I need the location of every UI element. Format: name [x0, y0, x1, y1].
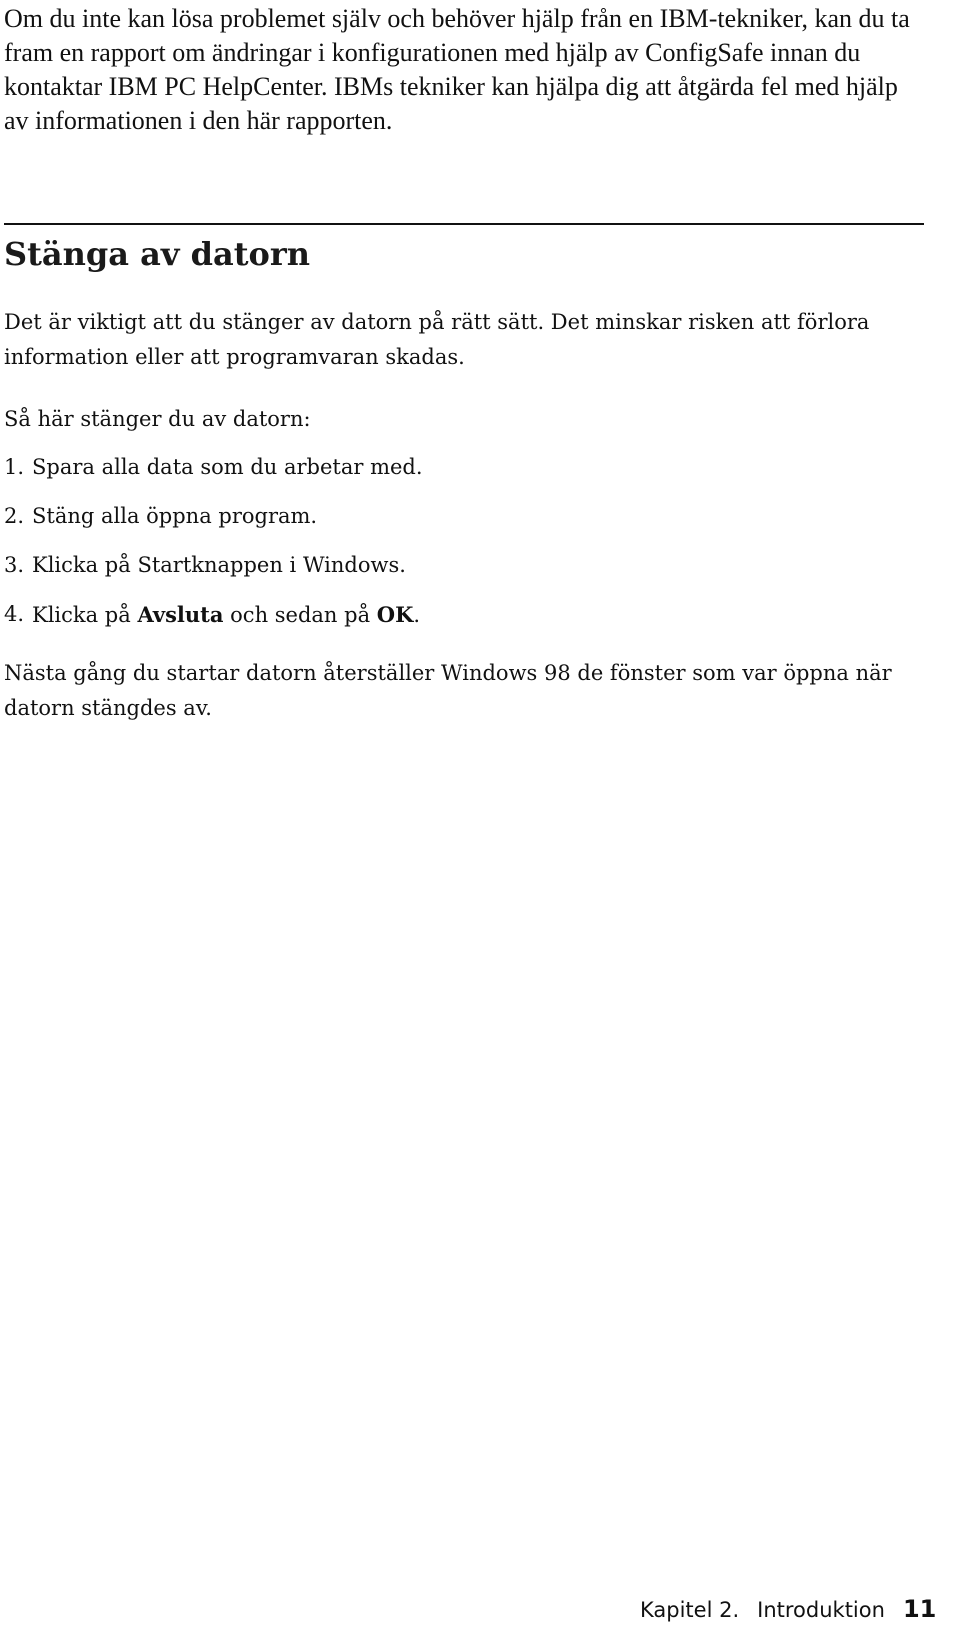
intro-paragraph: Om du inte kan lösa problemet själv och behöver hjälp från en IBM-tekniker, kan du ta fram en rapport om ändringar i konfigurationen med hjälp av ConfigSafe innan du kontaktar IBM PC HelpCenter. IBMs tekniker kan hjälpa dig att åtgärda fel med hjälp av informationen i den här rapporten.: [4, 4, 910, 135]
list-item: [4, 548, 423, 597]
section-paragraph-1: Det är viktigt att du stänger av datorn på rätt sätt. Det minskar risken att förlora information eller att programvaran skadas.: [4, 310, 870, 369]
section-paragraph-3: Nästa gång du startar datorn återställer Windows 98 de fönster som var öppna när datorn stängdes av.: [4, 661, 892, 720]
step-bold-avsluta: Avsluta: [137, 602, 224, 627]
step-number: 2.: [4, 504, 25, 528]
shutdown-steps-list: [4, 450, 423, 646]
list-item: [4, 597, 423, 646]
step-number: 3.: [4, 553, 25, 577]
step-text: [32, 597, 420, 646]
footer-chapter: Kapitel 2.: [640, 1598, 740, 1622]
step-number: 1.: [4, 455, 25, 479]
step-text: Stäng alla öppna program.: [32, 504, 318, 528]
list-item: [4, 499, 423, 548]
section-divider: [4, 223, 924, 225]
step-text: Spara alla data som du arbetar med.: [32, 455, 423, 479]
step-text-post: .: [413, 603, 421, 627]
step-text-pre: Klicka på: [32, 603, 138, 627]
page-footer: [640, 1594, 936, 1625]
page-number: 11: [902, 1595, 937, 1623]
footer-title: Introduktion: [757, 1598, 885, 1622]
list-item: [4, 450, 423, 499]
section-heading: Stänga av datorn: [4, 235, 310, 273]
step-number: 4.: [4, 602, 25, 626]
step-text-mid: och sedan på: [223, 603, 377, 627]
step-bold-ok: OK: [376, 602, 414, 627]
step-text: Klicka på Startknappen i Windows.: [32, 553, 406, 577]
section-paragraph-2: Så här stänger du av datorn:: [4, 407, 311, 431]
